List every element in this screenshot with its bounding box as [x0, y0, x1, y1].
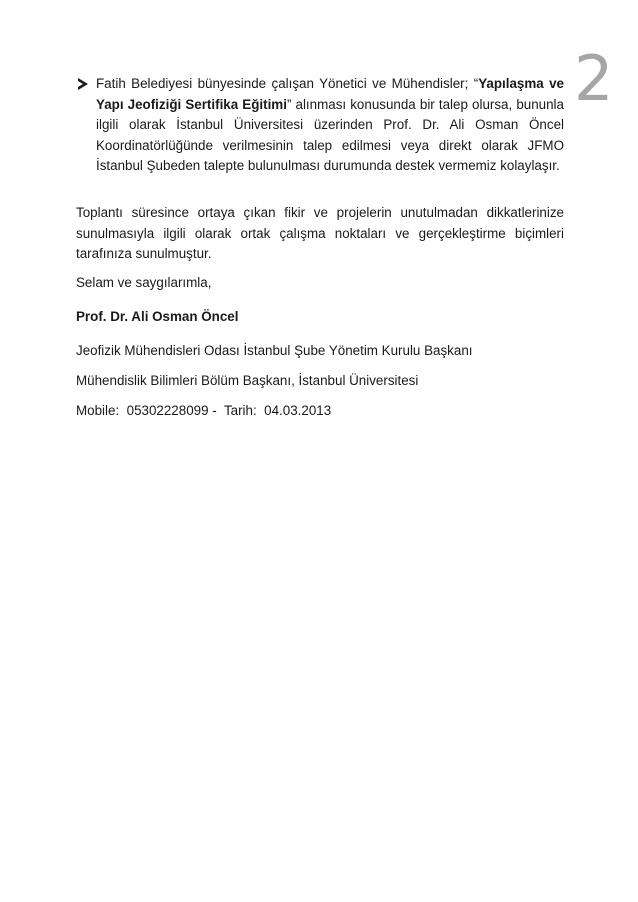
- mobile-number: 05302228099: [126, 403, 209, 418]
- bullet-text-after: ” alınması konusunda bir talep olursa, bununla ilgili olarak İstanbul Üniversitesi üzerinden Prof. Dr. Ali Osman Öncel Koordinatörlüğünde verilmesinin talep edilmesi veya direkt olarak JFMO İstanbul Şubeden talepte bulunulması durumunda destek vermemiz kolaylaşır.: [96, 96, 564, 173]
- signatory-title-chamber: Jeofizik Mühendisleri Odası İstanbul Şube Yönetim Kurulu Başkanı: [76, 343, 473, 358]
- certificate-training-title: Yapılaşma ve Yapı Jeofiziği Sertifika Eğitimi: [96, 76, 565, 112]
- mobile-label: Mobile:: [76, 403, 120, 418]
- date-value: 04.03.2013: [264, 403, 332, 418]
- bullet-text-before: Fatih Belediyesi bünyesinde çalışan Yönetici ve Mühendisler; “: [96, 76, 479, 91]
- contact-separator: -: [212, 403, 217, 418]
- greeting: Selam ve saygılarımla,: [76, 275, 212, 290]
- bullet-text: [96, 74, 564, 177]
- bullet-item: [96, 74, 564, 177]
- date-label: Tarih:: [223, 403, 257, 418]
- contact-line: [76, 401, 564, 422]
- arrowhead-bullet-icon: [77, 77, 89, 89]
- page-number: 2: [574, 42, 614, 115]
- signatory-title-department: Mühendislik Bilimleri Bölüm Başkanı, İstanbul Üniversitesi: [76, 373, 419, 388]
- signatory-name: Prof. Dr. Ali Osman Öncel: [76, 309, 239, 324]
- meeting-paragraph: Toplantı süresince ortaya çıkan fikir ve projelerin unutulmadan dikkatlerinize sunulmasıyla ilgili olarak ortak çalışma noktaları ve gerçekleştirme biçimleri tarafınıza sunulmuştur.: [76, 205, 564, 261]
